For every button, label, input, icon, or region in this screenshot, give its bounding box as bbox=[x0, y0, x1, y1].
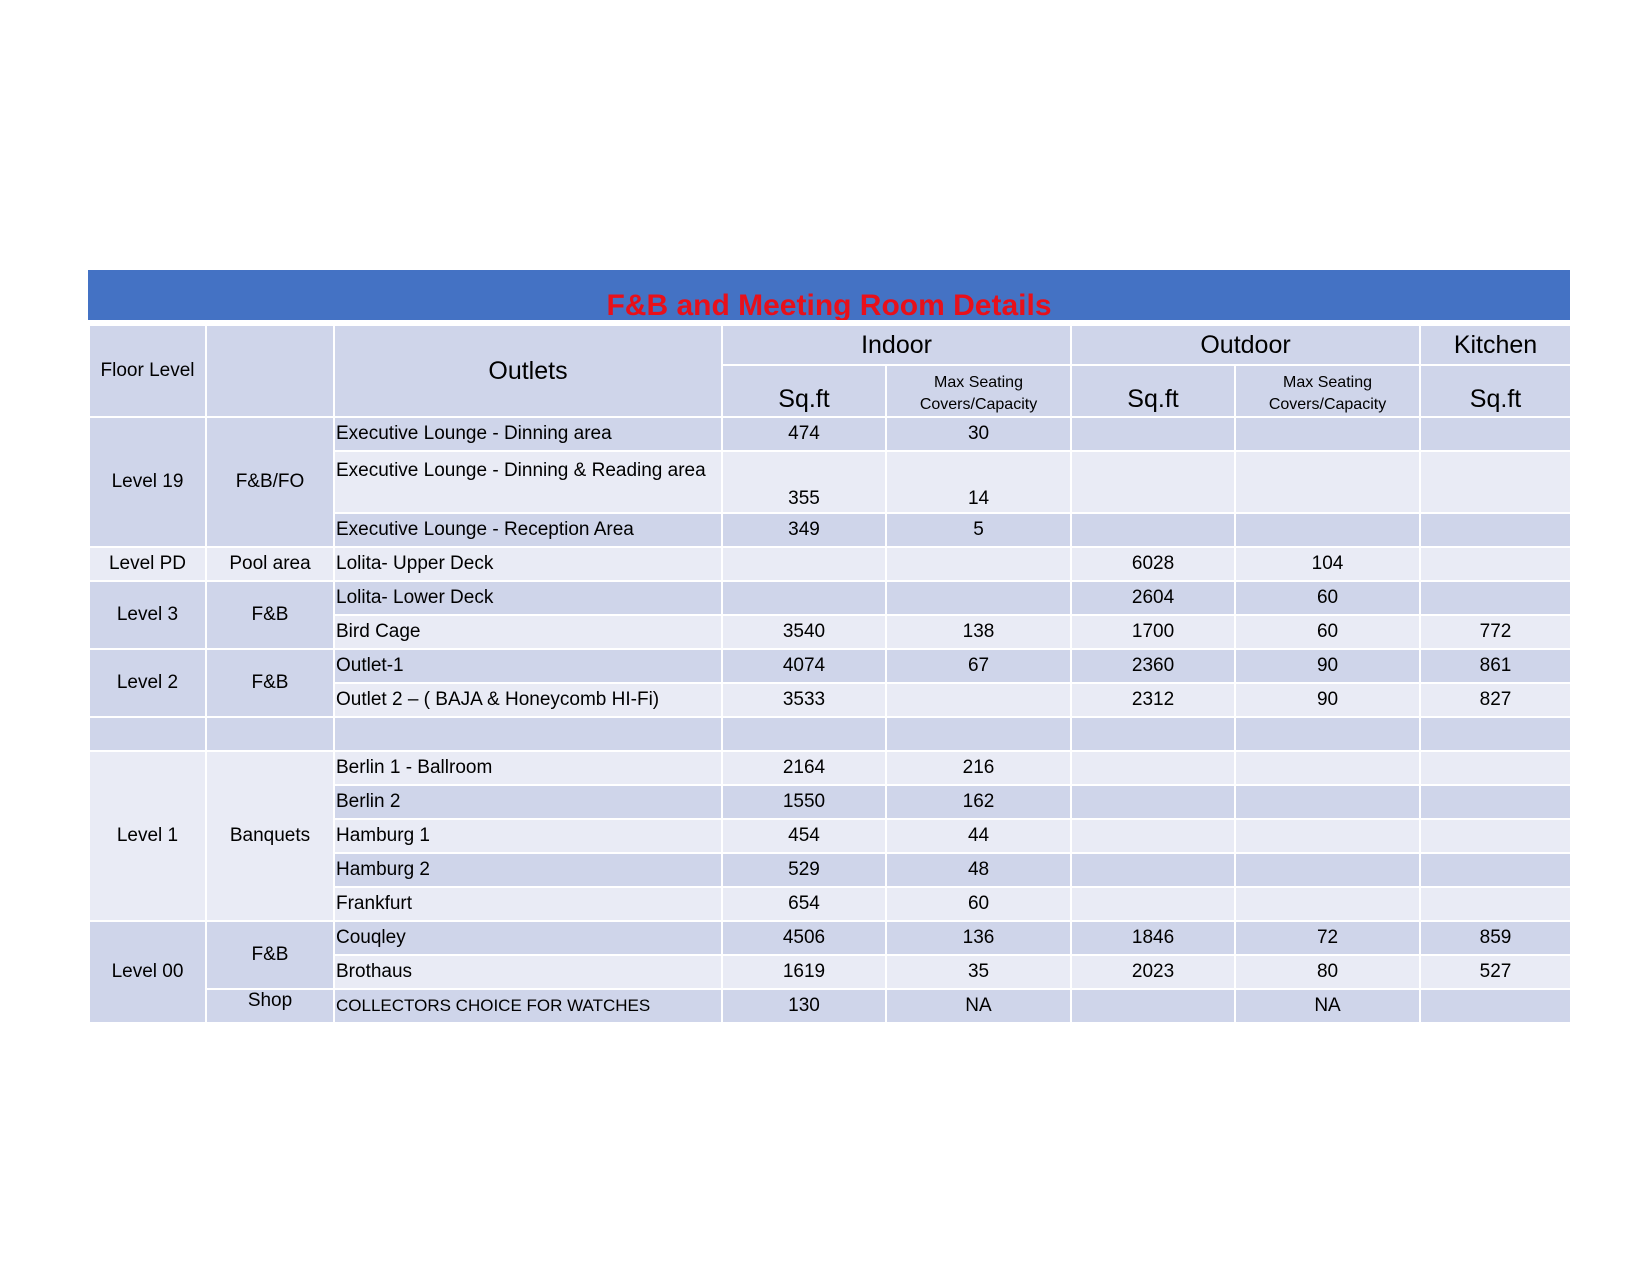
indoor-capacity: 48 bbox=[886, 853, 1071, 887]
indoor-sqft bbox=[722, 581, 886, 615]
indoor-sqft: 529 bbox=[722, 853, 886, 887]
outdoor-capacity bbox=[1235, 717, 1420, 751]
category-header bbox=[206, 325, 334, 417]
outdoor-capacity: 104 bbox=[1235, 547, 1420, 581]
outlet-name: Lolita- Upper Deck bbox=[334, 547, 722, 581]
outdoor-capacity bbox=[1235, 417, 1420, 451]
table-row bbox=[89, 547, 1571, 581]
outdoor-header: Outdoor bbox=[1071, 325, 1420, 365]
kitchen-sqft bbox=[1420, 717, 1571, 751]
details-sheet bbox=[88, 270, 1570, 1024]
kitchen-sqft-header: Sq.ft bbox=[1420, 365, 1571, 417]
kitchen-sqft: 772 bbox=[1420, 615, 1571, 649]
kitchen-sqft bbox=[1420, 785, 1571, 819]
outdoor-capacity bbox=[1235, 785, 1420, 819]
indoor-capacity: 5 bbox=[886, 513, 1071, 547]
indoor-capacity: 162 bbox=[886, 785, 1071, 819]
table-row bbox=[89, 989, 1571, 1023]
outdoor-capacity: 60 bbox=[1235, 615, 1420, 649]
indoor-capacity: 138 bbox=[886, 615, 1071, 649]
outdoor-sqft: 2312 bbox=[1071, 683, 1235, 717]
indoor-sqft bbox=[722, 547, 886, 581]
outdoor-sqft bbox=[1071, 989, 1235, 1023]
outdoor-sqft bbox=[1071, 853, 1235, 887]
indoor-capacity: 35 bbox=[886, 955, 1071, 989]
outdoor-sqft bbox=[1071, 887, 1235, 921]
indoor-sqft: 3533 bbox=[722, 683, 886, 717]
kitchen-sqft: 861 bbox=[1420, 649, 1571, 683]
kitchen-sqft bbox=[1420, 513, 1571, 547]
page-title: F&B and Meeting Room Details bbox=[606, 289, 1052, 322]
outlet-name: Berlin 2 bbox=[334, 785, 722, 819]
outdoor-capacity-header: Max Seating Covers/Capacity bbox=[1235, 365, 1420, 417]
indoor-capacity bbox=[886, 581, 1071, 615]
outdoor-capacity bbox=[1235, 887, 1420, 921]
indoor-sqft: 654 bbox=[722, 887, 886, 921]
category-cell: Pool area bbox=[206, 547, 334, 581]
outlet-name: COLLECTORS CHOICE FOR WATCHES bbox=[334, 989, 722, 1023]
indoor-capacity: NA bbox=[886, 989, 1071, 1023]
outdoor-sqft bbox=[1071, 785, 1235, 819]
indoor-capacity bbox=[886, 683, 1071, 717]
kitchen-sqft bbox=[1420, 451, 1571, 513]
category-cell: Banquets bbox=[206, 751, 334, 921]
outdoor-sqft: 1700 bbox=[1071, 615, 1235, 649]
outlet-name: Bird Cage bbox=[334, 615, 722, 649]
table-row bbox=[89, 751, 1571, 785]
indoor-sqft: 3540 bbox=[722, 615, 886, 649]
indoor-capacity: 44 bbox=[886, 819, 1071, 853]
category-cell: F&B bbox=[206, 921, 334, 989]
indoor-sqft: 355 bbox=[722, 451, 886, 513]
indoor-sqft: 474 bbox=[722, 417, 886, 451]
outlet-name: Lolita- Lower Deck bbox=[334, 581, 722, 615]
indoor-sqft: 349 bbox=[722, 513, 886, 547]
outdoor-sqft: 2360 bbox=[1071, 649, 1235, 683]
indoor-header: Indoor bbox=[722, 325, 1071, 365]
outdoor-capacity: NA bbox=[1235, 989, 1420, 1023]
kitchen-sqft bbox=[1420, 547, 1571, 581]
outlet-name: Hamburg 2 bbox=[334, 853, 722, 887]
indoor-sqft: 1619 bbox=[722, 955, 886, 989]
outlet-name: Couqley bbox=[334, 921, 722, 955]
kitchen-sqft bbox=[1420, 887, 1571, 921]
outlet-name: Executive Lounge - Dinning & Reading area bbox=[334, 451, 722, 513]
floor-level-cell: Level 00 bbox=[89, 921, 206, 1023]
outlet-name bbox=[334, 717, 722, 751]
empty-cell bbox=[206, 717, 334, 751]
kitchen-sqft bbox=[1420, 989, 1571, 1023]
outlet-name: Outlet 2 – ( BAJA & Honeycomb HI-Fi) bbox=[334, 683, 722, 717]
floor-level-cell: Level 3 bbox=[89, 581, 206, 649]
outlet-name: Brothaus bbox=[334, 955, 722, 989]
category-cell: F&B bbox=[206, 581, 334, 649]
indoor-capacity: 30 bbox=[886, 417, 1071, 451]
indoor-capacity bbox=[886, 547, 1071, 581]
kitchen-sqft bbox=[1420, 417, 1571, 451]
floor-level-cell: Level 1 bbox=[89, 751, 206, 921]
table-row bbox=[89, 649, 1571, 683]
outdoor-capacity bbox=[1235, 513, 1420, 547]
outdoor-sqft: 6028 bbox=[1071, 547, 1235, 581]
outdoor-capacity bbox=[1235, 751, 1420, 785]
outlets-header: Outlets bbox=[334, 325, 722, 417]
outdoor-sqft bbox=[1071, 417, 1235, 451]
outdoor-capacity bbox=[1235, 853, 1420, 887]
indoor-sqft-header: Sq.ft bbox=[722, 365, 886, 417]
outdoor-sqft bbox=[1071, 751, 1235, 785]
kitchen-sqft bbox=[1420, 751, 1571, 785]
indoor-sqft: 130 bbox=[722, 989, 886, 1023]
outdoor-sqft bbox=[1071, 717, 1235, 751]
outdoor-capacity: 80 bbox=[1235, 955, 1420, 989]
outdoor-sqft: 2604 bbox=[1071, 581, 1235, 615]
outdoor-sqft bbox=[1071, 513, 1235, 547]
indoor-sqft: 454 bbox=[722, 819, 886, 853]
spacer-row bbox=[89, 717, 1571, 751]
outlet-name: Executive Lounge - Reception Area bbox=[334, 513, 722, 547]
indoor-capacity: 216 bbox=[886, 751, 1071, 785]
outdoor-capacity: 60 bbox=[1235, 581, 1420, 615]
indoor-sqft: 4074 bbox=[722, 649, 886, 683]
outlet-name: Outlet-1 bbox=[334, 649, 722, 683]
outlet-name: Frankfurt bbox=[334, 887, 722, 921]
outlet-name: Hamburg 1 bbox=[334, 819, 722, 853]
outlet-name: Berlin 1 - Ballroom bbox=[334, 751, 722, 785]
category-cell: F&B bbox=[206, 649, 334, 717]
details-table bbox=[88, 324, 1572, 1024]
kitchen-sqft bbox=[1420, 581, 1571, 615]
indoor-capacity: 136 bbox=[886, 921, 1071, 955]
outdoor-capacity: 90 bbox=[1235, 683, 1420, 717]
outdoor-capacity: 90 bbox=[1235, 649, 1420, 683]
outdoor-capacity bbox=[1235, 819, 1420, 853]
indoor-capacity bbox=[886, 717, 1071, 751]
category-cell: F&B/FO bbox=[206, 417, 334, 547]
outdoor-sqft: 1846 bbox=[1071, 921, 1235, 955]
table-row bbox=[89, 581, 1571, 615]
indoor-sqft: 4506 bbox=[722, 921, 886, 955]
kitchen-header: Kitchen bbox=[1420, 325, 1571, 365]
outdoor-sqft-header: Sq.ft bbox=[1071, 365, 1235, 417]
category-cell: Shop bbox=[206, 989, 334, 1023]
indoor-capacity: 14 bbox=[886, 451, 1071, 513]
floor-level-cell: Level PD bbox=[89, 547, 206, 581]
outdoor-capacity bbox=[1235, 451, 1420, 513]
outdoor-capacity: 72 bbox=[1235, 921, 1420, 955]
outlet-name: Executive Lounge - Dinning area bbox=[334, 417, 722, 451]
floor-level-header: Floor Level bbox=[89, 325, 206, 417]
indoor-capacity: 60 bbox=[886, 887, 1071, 921]
kitchen-sqft bbox=[1420, 819, 1571, 853]
indoor-sqft bbox=[722, 717, 886, 751]
outdoor-sqft bbox=[1071, 819, 1235, 853]
outdoor-sqft: 2023 bbox=[1071, 955, 1235, 989]
floor-level-cell: Level 19 bbox=[89, 417, 206, 547]
kitchen-sqft: 527 bbox=[1420, 955, 1571, 989]
indoor-capacity-header: Max Seating Covers/Capacity bbox=[886, 365, 1071, 417]
table-row bbox=[89, 921, 1571, 955]
indoor-sqft: 2164 bbox=[722, 751, 886, 785]
title-banner bbox=[88, 270, 1570, 324]
floor-level-cell: Level 2 bbox=[89, 649, 206, 717]
kitchen-sqft bbox=[1420, 853, 1571, 887]
kitchen-sqft: 859 bbox=[1420, 921, 1571, 955]
indoor-sqft: 1550 bbox=[722, 785, 886, 819]
indoor-capacity: 67 bbox=[886, 649, 1071, 683]
empty-cell bbox=[89, 717, 206, 751]
outdoor-sqft bbox=[1071, 451, 1235, 513]
kitchen-sqft: 827 bbox=[1420, 683, 1571, 717]
table-row bbox=[89, 417, 1571, 451]
